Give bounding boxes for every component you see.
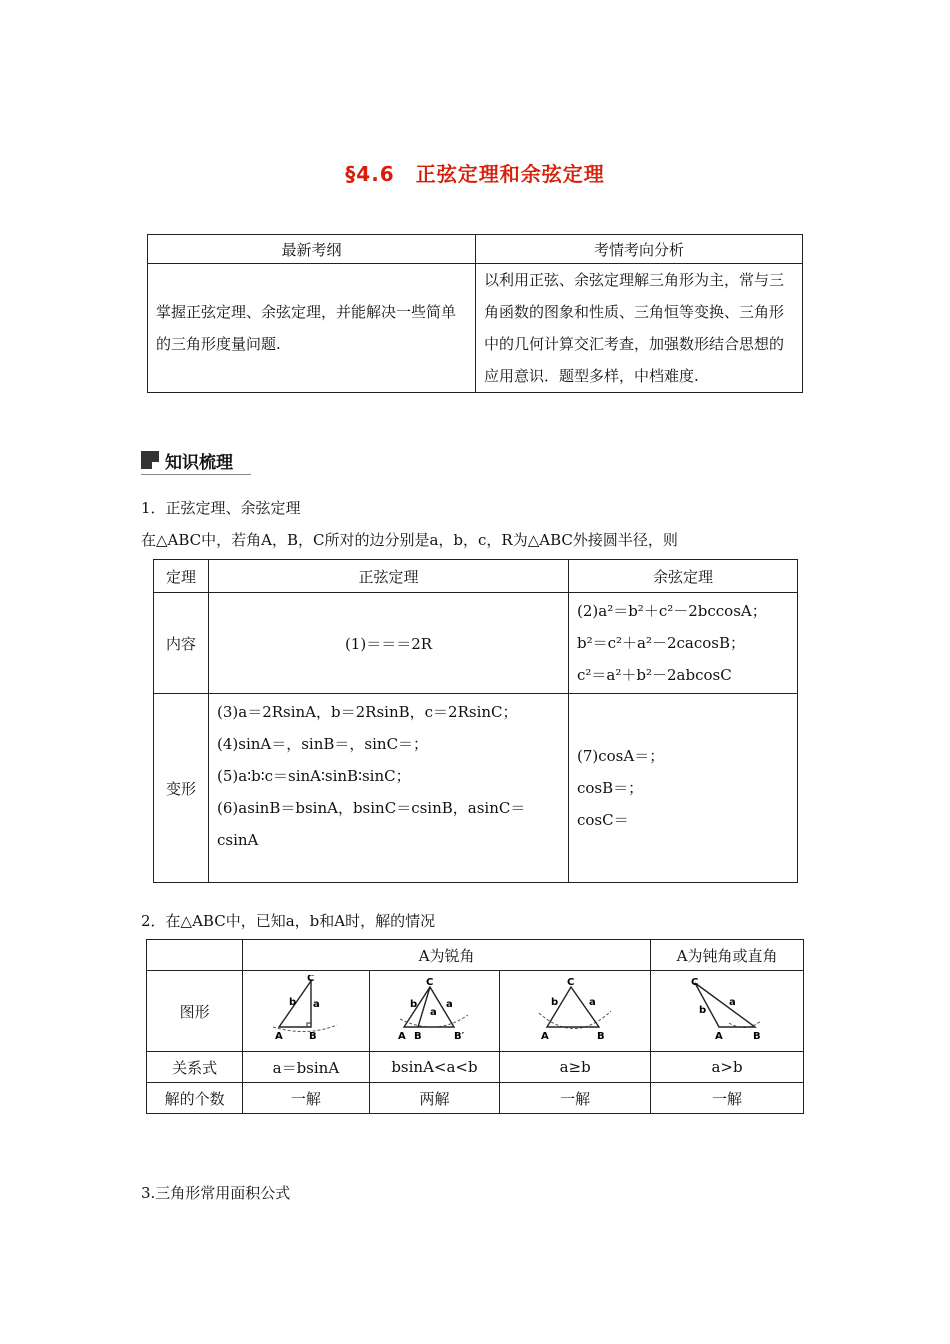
svg-text:b: b <box>551 997 559 1008</box>
section1-intro: 在△ABC中，若角A，B，C所对的边分别是a，b，c，R为△ABC外接圆半径，则 <box>141 531 678 549</box>
svg-text:A: A <box>541 1031 549 1042</box>
syllabus-header: 最新考纲 <box>148 235 476 264</box>
figure-one-solution-right <box>243 971 370 1052</box>
row-label-count: 解的个数 <box>147 1083 243 1114</box>
sine-variant-6-cont: csinA <box>217 831 259 849</box>
sine-variant-5: (5)a∶b∶c＝sinA∶sinB∶sinC； <box>217 767 411 785</box>
cosine-law-variants <box>569 694 798 883</box>
cosine-law-content <box>569 593 798 694</box>
solution-cases-table <box>146 939 804 1114</box>
svg-text:B′: B′ <box>454 1031 465 1042</box>
row-label-variant: 变形 <box>154 694 209 883</box>
corner-cell <box>147 940 243 971</box>
figure-one-solution-ge <box>500 971 651 1052</box>
acute-header: A为锐角 <box>243 940 651 971</box>
svg-text:a: a <box>589 997 596 1008</box>
count-3: 一解 <box>500 1083 651 1114</box>
svg-text:B: B <box>597 1031 605 1042</box>
svg-text:B: B <box>308 1031 317 1042</box>
theorem-table <box>153 559 798 883</box>
sine-law-variants <box>209 694 569 883</box>
svg-text:A: A <box>274 1031 283 1042</box>
row-label-figure: 图形 <box>147 971 243 1052</box>
relation-3: a≥b <box>500 1052 651 1083</box>
sine-variant-3: (3)a＝2RsinA，b＝2RsinB，c＝2RsinC； <box>217 703 518 721</box>
cosine-variant-b: cosB＝； <box>577 779 644 797</box>
section2-heading: 2．在△ABC中，已知a，b和A时，解的情况 <box>141 912 436 930</box>
knowledge-section-title <box>141 448 251 474</box>
svg-text:b: b <box>699 1005 707 1016</box>
cosine-variant-a: (7)cosA＝； <box>577 747 665 765</box>
knowledge-label: 知识梳理 <box>165 453 233 473</box>
svg-text:B: B <box>753 1031 761 1042</box>
row-label-content: 内容 <box>154 593 209 694</box>
svg-text:C: C <box>306 975 315 984</box>
cosine-formula-a: (2)a²＝b²＋c²－2bccosA； <box>577 602 767 620</box>
svg-text:B: B <box>414 1031 423 1042</box>
header-sine-law: 正弦定理 <box>209 560 569 593</box>
relation-1: a＝bsinA <box>243 1052 370 1083</box>
syllabus-cell: 掌握正弦定理、余弦定理，并能解决一些简单的三角形度量问题. <box>148 264 476 393</box>
sine-variant-6: (6)asinB＝bsinA，bsinC＝csinB，asinC＝ <box>217 799 526 817</box>
page-title: §4.6 正弦定理和余弦定理 <box>345 162 605 186</box>
svg-text:a: a <box>446 999 454 1010</box>
triangle-figure-3 <box>537 975 613 1043</box>
section1-heading: 1．正弦定理、余弦定理 <box>141 499 301 517</box>
svg-text:C: C <box>691 977 699 988</box>
syllabus-table <box>147 234 803 393</box>
section-underline <box>141 474 251 475</box>
count-1: 一解 <box>243 1083 370 1114</box>
sine-variant-4: (4)sinA＝，sinB＝，sinC＝； <box>217 735 429 753</box>
cosine-formula-c: c²＝a²＋b²－2abcosC <box>577 666 732 684</box>
section3-heading: 3.三角形常用面积公式 <box>141 1184 291 1202</box>
cosine-formula-b: b²＝c²＋a²－2cacosB； <box>577 634 746 652</box>
figure-two-solutions <box>369 971 500 1052</box>
svg-text:b: b <box>410 999 418 1010</box>
analysis-cell: 以利用正弦、余弦定理解三角形为主，常与三角函数的图象和性质、三角恒等变换、三角形中的几何计算交汇考查，加强数形结合思想的应用意识．题型多样，中档难度. <box>476 264 803 393</box>
triangle-figure-2 <box>396 975 472 1043</box>
header-cosine-law: 余弦定理 <box>569 560 798 593</box>
count-4: 一解 <box>651 1083 804 1114</box>
svg-text:b: b <box>288 997 297 1008</box>
section-square-icon <box>141 451 159 469</box>
svg-text:A: A <box>715 1031 723 1042</box>
figure-obtuse <box>651 971 804 1052</box>
svg-text:a: a <box>312 999 320 1010</box>
header-theorem: 定理 <box>154 560 209 593</box>
svg-text:A: A <box>398 1031 407 1042</box>
svg-text:a: a <box>430 1007 438 1018</box>
obtuse-header: A为钝角或直角 <box>651 940 804 971</box>
svg-text:C: C <box>426 977 434 988</box>
sine-law-content: (1)＝＝＝2R <box>209 593 569 694</box>
relation-2: bsinA<a<b <box>369 1052 500 1083</box>
relation-4: a>b <box>651 1052 804 1083</box>
row-label-relation: 关系式 <box>147 1052 243 1083</box>
cosine-variant-c: cosC＝ <box>577 811 629 829</box>
count-2: 两解 <box>369 1083 500 1114</box>
triangle-figure-1 <box>271 975 341 1043</box>
svg-text:a: a <box>729 997 736 1008</box>
analysis-header: 考情考向分析 <box>476 235 803 264</box>
triangle-figure-4 <box>689 975 765 1043</box>
svg-text:C: C <box>567 977 575 988</box>
